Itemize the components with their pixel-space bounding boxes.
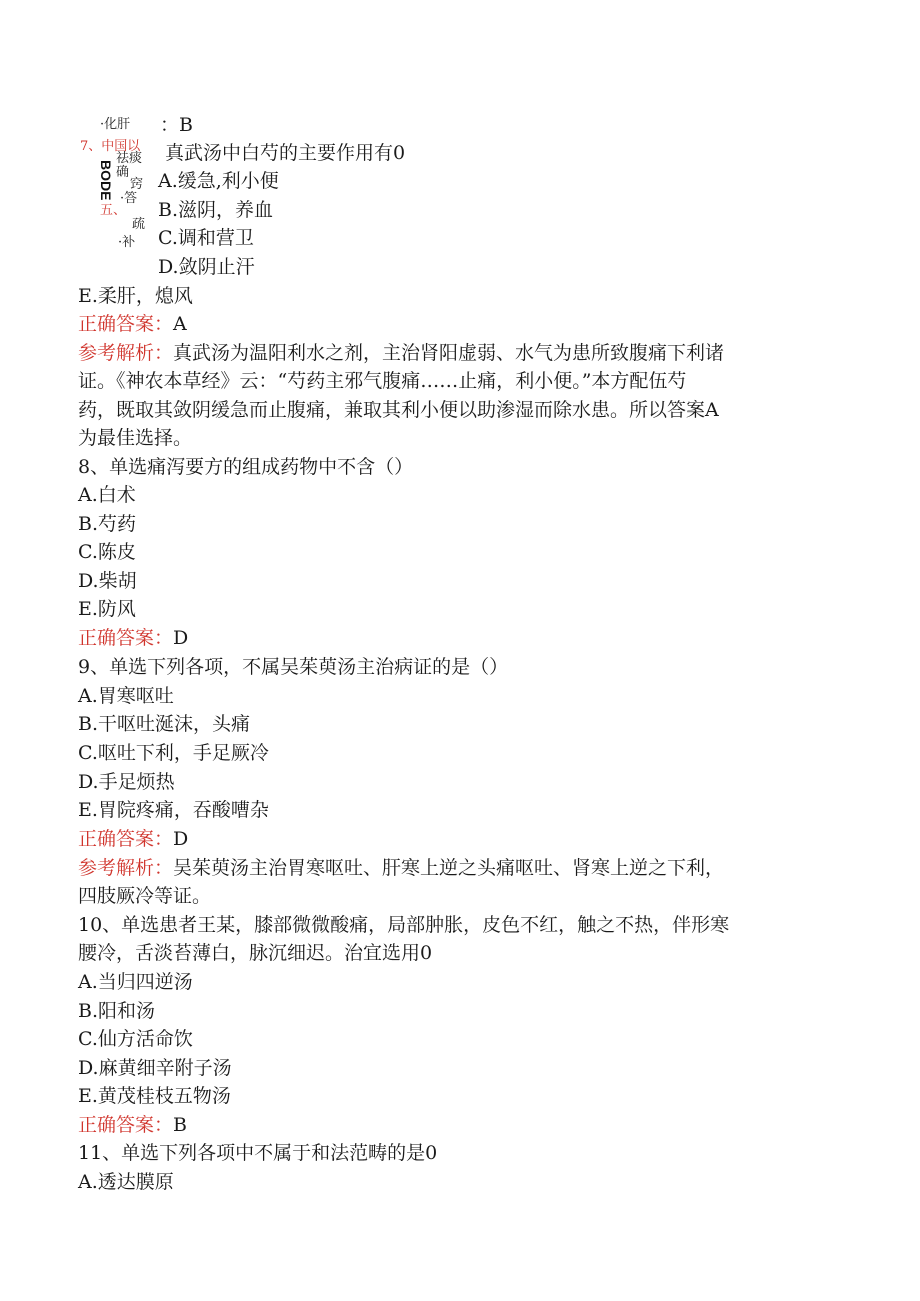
q9-option-e: E.胃院疼痛，吞酸嘈杂 [78, 799, 269, 821]
garbled-fragment: 7、中国以 [80, 139, 141, 154]
q7-answer [78, 311, 187, 337]
answer-value: B [173, 1114, 187, 1136]
q8-option-c: C.陈皮 [78, 541, 136, 563]
q11-option-a: A.透达膜原 [78, 1171, 174, 1193]
q11-stem: 11、单选下列各项中不属于和法范畴的是0 [78, 1142, 438, 1164]
q10-option-c: C.仙方活命饮 [78, 1028, 193, 1050]
q10-option-e: E.黄茂桂枝五物汤 [78, 1085, 231, 1107]
garbled-fragment: 祛痰 [116, 151, 143, 166]
garbled-fragment: ·补 [118, 235, 136, 250]
q10-answer [78, 1112, 187, 1138]
answer-label: 正确答案： [78, 313, 174, 335]
garbled-fragment: 窍 [130, 177, 144, 192]
answer-label: 正确答案： [78, 627, 174, 649]
answer-value: D [173, 828, 189, 850]
q9-option-a: A.胃寒呕吐 [78, 685, 174, 707]
q9-option-d: D.手足烦热 [78, 771, 175, 793]
q10-stem-continued: 腰冷，舌淡苔薄白，脉沉细迟。治宜选用0 [78, 942, 433, 964]
garbled-fragment: ·化肝 [100, 117, 131, 132]
q7-analysis-line: 证。《神农本草经》云：“芍药主邪气腹痛……止痛，利小便。”本方配伍芍 [78, 370, 687, 392]
q7-stem: 真武汤中白芍的主要作用有0 [165, 142, 406, 164]
q7-analysis-line: 药，既取其敛阴缓急而止腹痛，兼取其利小便以助渗湿而除水患。所以答案A [78, 399, 719, 421]
q8-option-b: B.芍药 [78, 513, 137, 535]
q7-option-a: A.缓急,利小便 [158, 170, 279, 192]
q8-answer [78, 625, 188, 651]
q10-option-b: B.阳和汤 [78, 1000, 156, 1022]
q8-option-d: D.柴胡 [78, 570, 137, 592]
q9-answer [78, 826, 188, 852]
garbled-vertical-fragment: BODE [98, 160, 114, 201]
analysis-text: 真武汤为温阳利水之剂，主治肾阳虚弱、水气为患所致腹痛下利诸 [173, 342, 725, 364]
q7-analysis-line [78, 340, 724, 366]
analysis-label: 参考解析： [78, 342, 174, 364]
q7-option-d: D.敛阴止汗 [158, 256, 255, 278]
garbled-fragment: ·答 [120, 191, 138, 206]
analysis-text: 吴茱萸汤主治胃寒呕吐、肝寒上逆之头痛呕吐、肾寒上逆之下利， [173, 857, 725, 879]
garbled-fragment: 五、 [100, 203, 127, 218]
q8-option-a: A.白术 [78, 484, 136, 506]
answer-value: A [173, 313, 187, 335]
garbled-fragment: 疏 [132, 217, 146, 232]
q9-option-c: C.呕吐下利，手足厥冷 [78, 742, 269, 764]
q8-stem: 8、单选痛泻要方的组成药物中不含（） [78, 456, 414, 478]
q10-option-d: D.麻黄细辛附子汤 [78, 1057, 232, 1079]
q7-option-c: C.调和营卫 [158, 227, 254, 249]
q7-analysis-line: 为最佳选择。 [78, 427, 193, 449]
q9-analysis-line [78, 855, 724, 881]
q7-option-e: E.柔肝，熄风 [78, 285, 193, 307]
q8-option-e: E.防风 [78, 598, 136, 620]
garbled-answer-fragment: ：B [160, 114, 193, 136]
analysis-label: 参考解析： [78, 857, 174, 879]
answer-label: 正确答案： [78, 828, 174, 850]
q10-stem: 10、单选患者王某，膝部微微酸痛，局部肿胀，皮色不红，触之不热，伴形寒 [78, 914, 730, 936]
q9-analysis-line: 四肢厥冷等证。 [78, 885, 212, 907]
answer-value: D [173, 627, 189, 649]
garbled-fragment: 确 [116, 165, 130, 180]
q10-option-a: A.当归四逆汤 [78, 971, 193, 993]
answer-label: 正确答案： [78, 1114, 174, 1136]
q9-stem: 9、单选下列各项，不属吴茱萸汤主治病证的是（） [78, 656, 509, 678]
q9-option-b: B.干呕吐涎沫，头痛 [78, 713, 251, 735]
q7-option-b: B.滋阴，养血 [158, 199, 274, 221]
